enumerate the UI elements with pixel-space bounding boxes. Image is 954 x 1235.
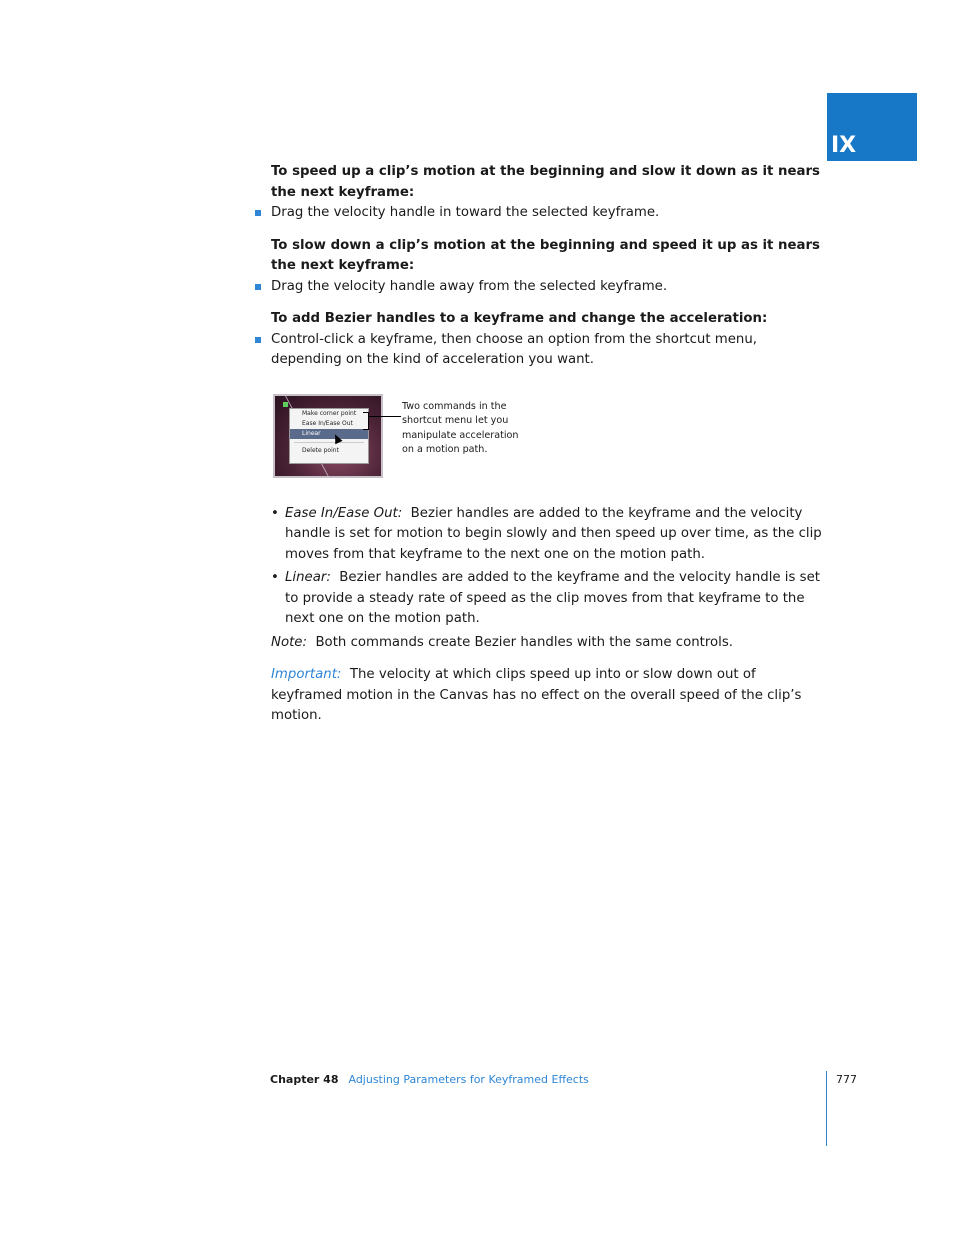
footer-divider — [826, 1071, 827, 1146]
step-text: Drag the velocity handle away from the selected keyframe. — [271, 278, 668, 294]
bullet-dot-icon: • — [271, 570, 279, 585]
part-tab-label: IX — [831, 133, 857, 158]
bullet-list — [271, 504, 831, 630]
part-tab — [827, 93, 917, 161]
figure — [271, 386, 831, 494]
list-item — [271, 504, 831, 566]
bullet-dot-icon: • — [271, 505, 279, 521]
page-number: 777 — [836, 1073, 857, 1086]
menu-item-ease-in-ease-out: Ease In/Ease Out — [302, 419, 353, 427]
menu-item-linear: Linear — [290, 429, 368, 439]
bullet-square-icon — [255, 284, 261, 290]
important-paragraph — [271, 665, 831, 727]
note-label: Note: — [271, 634, 307, 650]
list-text: Bezier handles are added to the keyframe and the velocity handle is set to provide a steady rate of speed as the clip moves from that keyframe to the next one on the motion path. — [285, 570, 820, 626]
list-text: Bezier handles are added to the keyframe and the velocity handle is set for motion to begin slowly and then speed up over time, as the clip moves from that keyframe to the next one on the motion path. — [285, 505, 822, 562]
section-heading: To speed up a clip’s motion at the beginning and slow it down as it nears the next keyframe: — [271, 164, 820, 200]
callout-line — [369, 416, 401, 417]
section-heading: To slow down a clip’s motion at the beginning and speed it up as it nears the next keyframe: — [271, 237, 820, 273]
chapter-title-link[interactable]: Adjusting Parameters for Keyframed Effects — [348, 1073, 589, 1086]
step-text: Drag the velocity handle in toward the selected keyframe. — [271, 205, 660, 220]
figure-caption: Two commands in the shortcut menu let you manipulate acceleration on a motion path. — [402, 400, 519, 456]
step-item — [271, 203, 831, 224]
menu-separator — [294, 442, 364, 443]
footer-chapter — [270, 1072, 589, 1088]
bullet-square-icon — [255, 210, 261, 216]
step-item — [271, 277, 831, 298]
list-term: Ease In/Ease Out: — [285, 505, 403, 521]
important-label: Important: — [271, 667, 342, 682]
list-term: Linear: — [285, 570, 331, 585]
note-text: Both commands create Bezier handles with the same controls. — [315, 634, 734, 650]
callout-bracket — [363, 412, 369, 430]
list-item — [271, 568, 831, 630]
shortcut-menu — [289, 408, 369, 464]
bullet-square-icon — [255, 337, 261, 343]
menu-item-delete-point: Delete point — [302, 446, 339, 454]
menu-item-make-corner-point: Make corner point — [302, 409, 357, 417]
canvas-screenshot — [273, 394, 383, 478]
step-item — [271, 330, 831, 371]
keyframe-marker-icon — [283, 402, 288, 407]
section-heading: To add Bezier handles to a keyframe and change the acceleration: — [271, 311, 768, 326]
note-paragraph — [271, 633, 831, 654]
step-text: Control-click a keyframe, then choose an option from the shortcut menu, depending on the kind of acceleration you want. — [271, 331, 758, 367]
chapter-number: Chapter 48 — [270, 1073, 339, 1086]
important-text: The velocity at which clips speed up into or slow down out of keyframed motion in the Canvas has no effect on the overall speed of the clip’s motion. — [271, 667, 802, 723]
page-content — [271, 162, 831, 727]
